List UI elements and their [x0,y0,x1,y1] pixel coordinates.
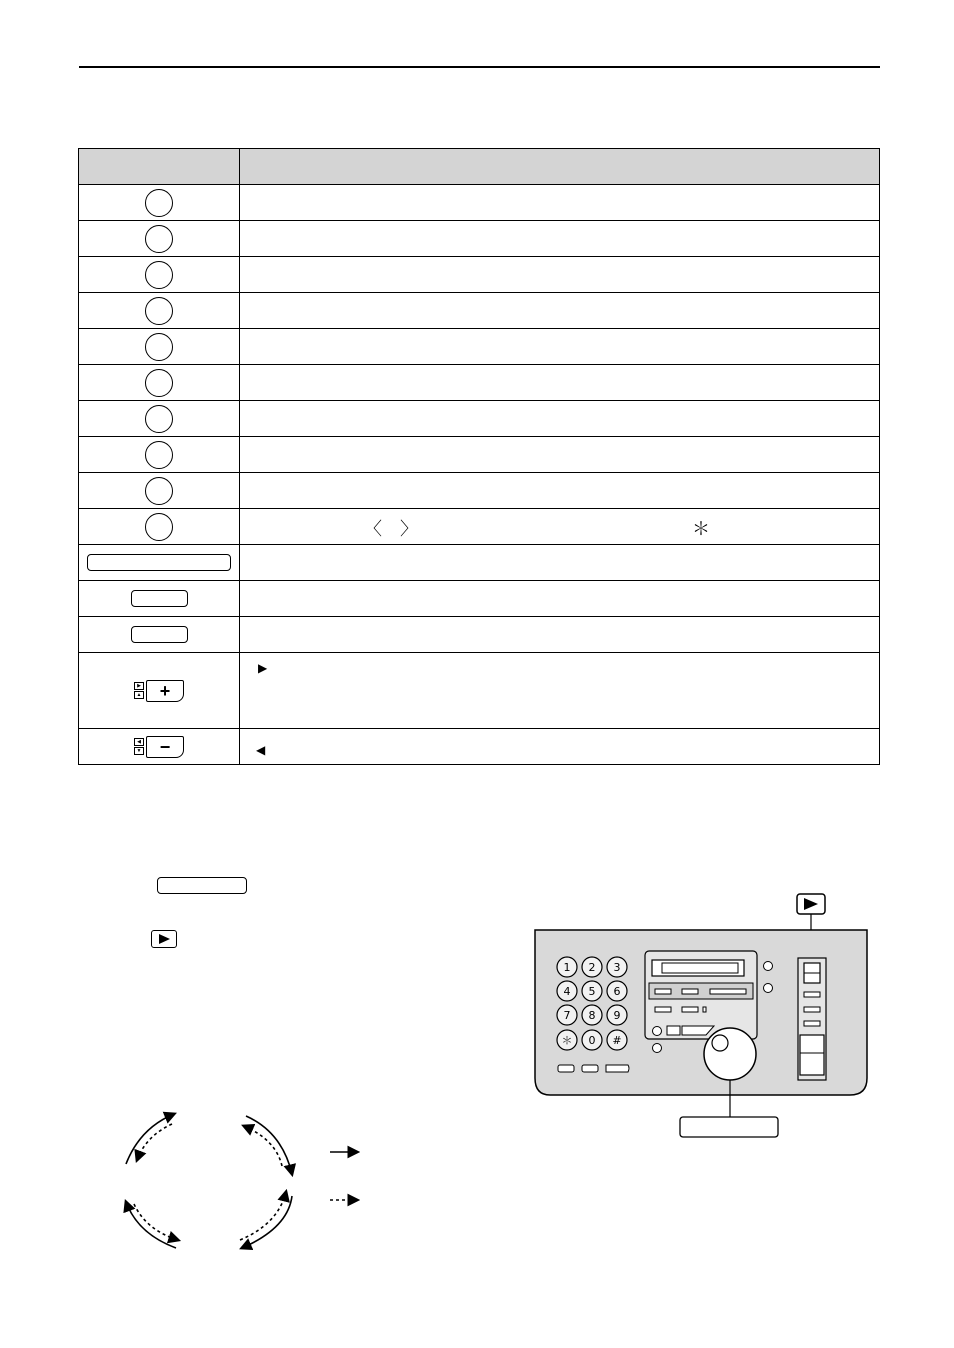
rotation-diagram [110,1100,380,1260]
circle-key-icon [145,189,173,217]
keypad-key: 5 [588,985,596,998]
keypad-key: # [612,1034,622,1047]
table-row [79,653,880,729]
key-table [78,148,880,765]
table-row [79,581,880,617]
circle-key-icon [145,405,173,433]
left-angle-glyph: 〈 [364,519,382,539]
table-row [79,365,880,401]
right-angle-glyph: 〉 [400,519,418,539]
row-description [240,473,880,509]
table-row [79,257,880,293]
keypad-key: 6 [613,985,621,998]
row-description [240,365,880,401]
row-description [240,437,880,473]
button-icon [131,626,188,643]
row-description [240,617,880,653]
row-description [240,545,880,581]
right-triangle-icon: ▶ [258,661,268,675]
keypad-key: ＊ [561,1034,573,1047]
table-row [79,509,880,545]
keypad-key: 7 [563,1009,571,1022]
row-description [240,221,880,257]
left-triangle-icon: ◀ [256,743,266,757]
step-button-icon [157,877,247,894]
solid-arrow-icon [246,1116,292,1174]
table-row [79,617,880,653]
keypad-key: 8 [588,1009,596,1022]
keypad-key: 0 [588,1034,596,1047]
row-description [240,329,880,365]
row-description [240,509,880,545]
table-row [79,185,880,221]
dashed-arrow-icon [244,1126,282,1166]
header-key [79,149,240,185]
circle-key-icon [145,441,173,469]
table-row [79,221,880,257]
circle-key-icon [145,333,173,361]
table-row [79,293,880,329]
wide-button-icon [87,554,231,571]
row-description [240,581,880,617]
solid-arrow-icon [126,1202,176,1248]
table-row [79,545,880,581]
circle-key-icon [145,225,173,253]
row-description [240,185,880,221]
table-row [79,437,880,473]
dashed-arrow-icon [134,1204,178,1240]
top-rule [79,66,880,68]
dashed-arrow-icon [137,1124,172,1160]
dashed-arrow-icon [240,1192,286,1240]
circle-key-icon [145,369,173,397]
minus-key-icon: ◀ ▼ − [134,736,184,758]
row-description [240,293,880,329]
keypad-key: 3 [613,961,621,974]
row-description [240,401,880,437]
circle-key-icon [145,477,173,505]
asterisk-glyph: ＊ [692,519,710,539]
row-description [240,653,880,729]
table-row [79,401,880,437]
play-key-icon [151,930,177,948]
keypad-key: 4 [563,985,571,998]
table-row [79,473,880,509]
circle-key-icon [145,297,173,325]
table-header [79,149,880,185]
table-row [79,729,880,765]
plus-key-icon: ▶ ▲ + [134,680,184,702]
keypad-key: 9 [613,1009,621,1022]
keypad-key: 2 [588,961,596,974]
solid-arrow-icon [242,1196,292,1248]
circle-key-icon [145,261,173,289]
header-description [240,149,880,185]
circle-key-icon [145,513,173,541]
control-panel-illustration [530,890,875,1150]
keypad-key: 1 [563,961,571,974]
row-description [240,729,880,765]
row-description [240,257,880,293]
button-icon [131,590,188,607]
table-row [79,329,880,365]
